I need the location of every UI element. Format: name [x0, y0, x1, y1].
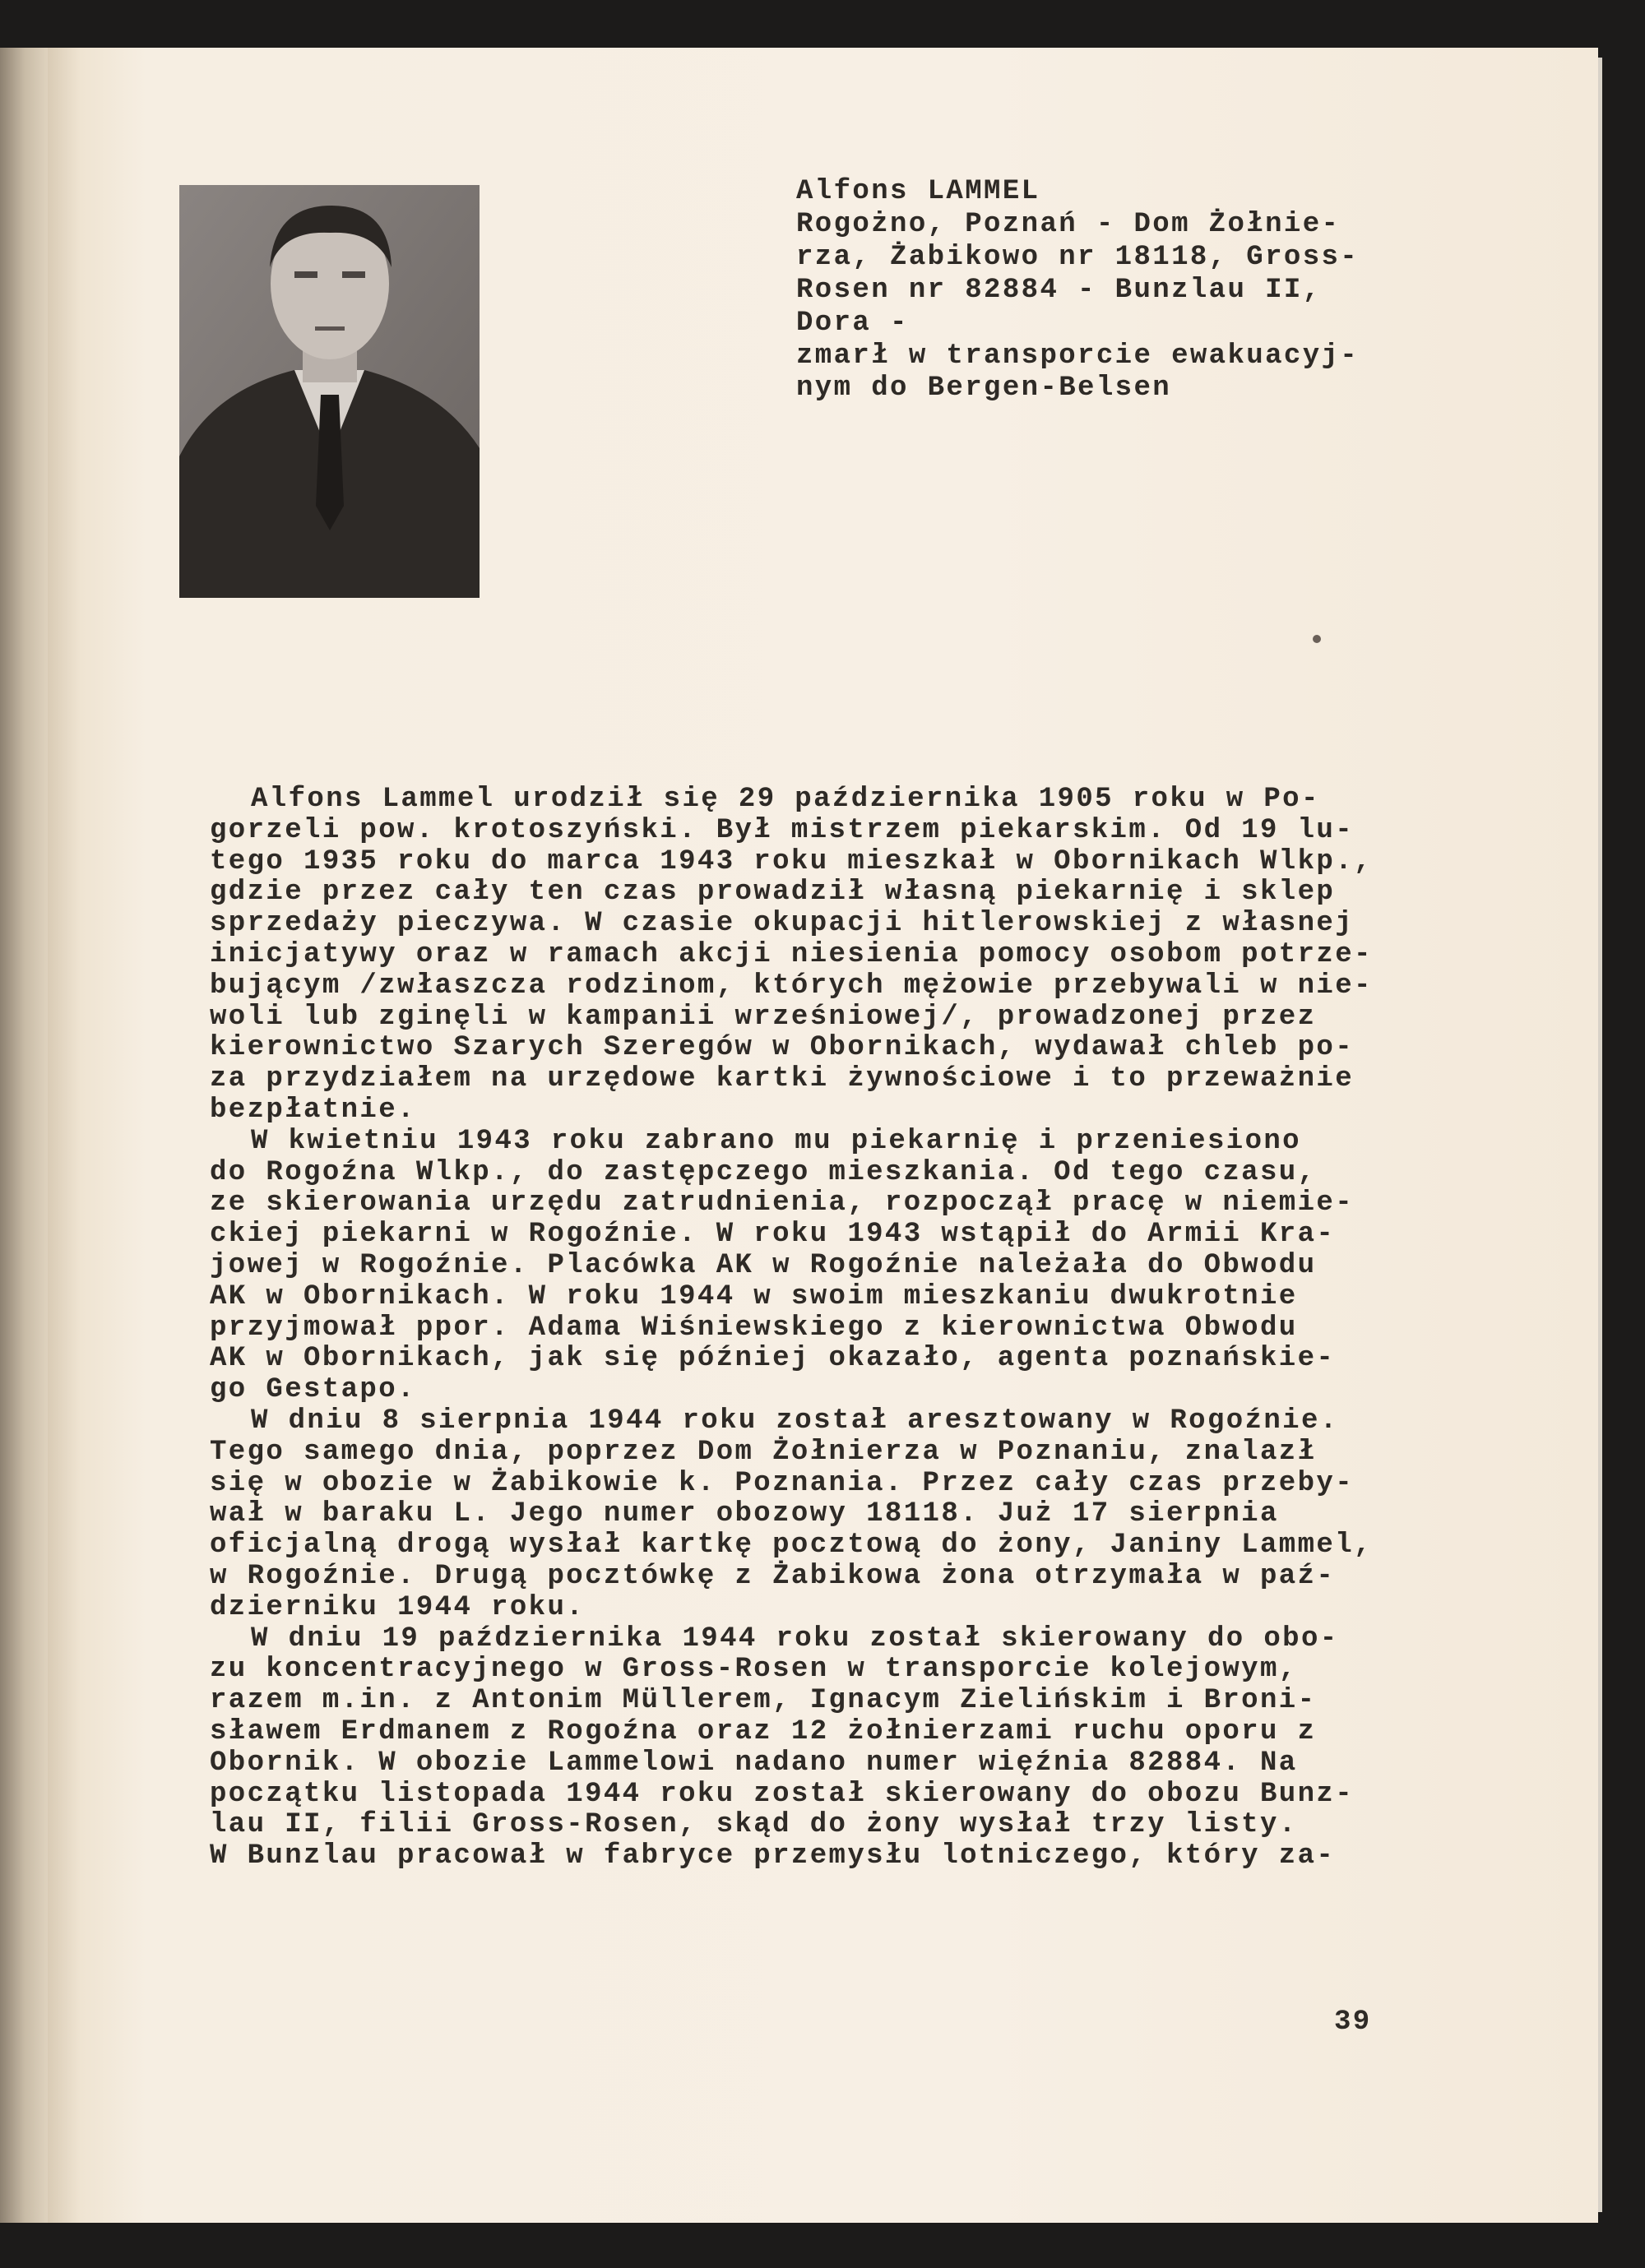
body-line: ckiej piekarni w Rogoźnie. W roku 1943 wstąpił do Armii Kra-: [210, 1219, 1336, 1251]
header-line: Rosen nr 82884 - Bunzlau II,: [796, 274, 1322, 306]
body-line: jowej w Rogoźnie. Placówka AK w Rogoźnie należała do Obwodu: [210, 1249, 1317, 1281]
body-line: go Gestapo.: [210, 1374, 416, 1406]
header-line: zmarł w transporcie ewakuacyj-: [796, 340, 1360, 372]
body-line: W Bunzlau pracował w fabryce przemysłu lotniczego, który za-: [210, 1840, 1336, 1872]
body-line: Alfons Lammel urodził się 29 października 1905 roku w Po-: [251, 784, 1320, 815]
biography-header: [796, 176, 1359, 405]
page-number: 39: [1334, 2006, 1372, 2038]
ink-spot: [1313, 635, 1321, 643]
body-line: dzierniku 1944 roku.: [210, 1591, 586, 1623]
body-line: woli lub zginęli w kampanii wrześniowej/, prowadzonej przez: [210, 1001, 1317, 1033]
header-line: nym do Bergen-Belsen: [796, 373, 1172, 405]
person-name: Alfons LAMMEL: [796, 176, 1040, 207]
portrait-photo: [179, 185, 480, 598]
body-line: w Rogoźnie. Drugą pocztówkę z Żabikowa żona otrzymała w paź-: [210, 1560, 1336, 1592]
body-line: inicjatywy oraz w ramach akcji niesienia pomocy osobom potrze-: [210, 938, 1373, 970]
body-line: gorzeli pow. krotoszyński. Był mistrzem piekarskim. Od 19 lu-: [210, 814, 1355, 846]
body-line: wał w baraku L. Jego numer obozowy 18118. Już 17 sierpnia: [210, 1498, 1279, 1530]
body-line: kierownictwo Szarych Szeregów w Obornikach, wydawał chleb po-: [210, 1032, 1355, 1064]
body-line: sprzedaży pieczywa. W czasie okupacji hitlerowskiej z własnej: [210, 908, 1355, 940]
header-line: Rogożno, Poznań - Dom Żołnie-: [796, 208, 1341, 240]
body-line: lau II, filii Gross-Rosen, skąd do żony wysłał trzy listy.: [210, 1809, 1298, 1841]
body-line: Obornik. W obozie Lammelowi nadano numer więźnia 82884. Na: [210, 1747, 1298, 1779]
body-line: przyjmował ppor. Adama Wiśniewskiego z kierownictwa Obwodu: [210, 1312, 1298, 1344]
body-line: sławem Erdmanem z Rogoźna oraz 12 żołnierzami ruchu oporu z: [210, 1715, 1317, 1747]
body-line: ze skierowania urzędu zatrudnienia, rozpoczął pracę w niemie-: [210, 1187, 1355, 1220]
body-line: bującym /zwłaszcza rodzinom, których mężowie przebywali w nie-: [210, 970, 1373, 1002]
body-line: gdzie przez cały ten czas prowadził własną piekarnię i sklep: [210, 877, 1336, 909]
body-line: do Rogoźna Wlkp., do zastępczego mieszkania. Od tego czasu,: [210, 1156, 1317, 1188]
body-line: bezpłatnie.: [210, 1094, 416, 1126]
biography-text: [210, 785, 1373, 1872]
body-line: za przydziałem na urzędowe kartki żywnościowe i to przeważnie: [210, 1063, 1355, 1095]
body-line: AK w Obornikach, jak się później okazało, agenta poznańskie-: [210, 1343, 1336, 1375]
book-binding-shadow: [0, 48, 51, 2223]
body-line: początku listopada 1944 roku został skierowany do obozu Bunz-: [210, 1778, 1355, 1810]
header-line: Dora -: [796, 307, 909, 339]
body-line: się w obozie w Żabikowie k. Poznania. Przez cały czas przeby-: [210, 1467, 1355, 1499]
body-line: tego 1935 roku do marca 1943 roku mieszkał w Obornikach Wlkp.,: [210, 845, 1373, 877]
header-line: rza, Żabikowo nr 18118, Gross-: [796, 241, 1360, 273]
body-line: W dniu 19 października 1944 roku został skierowany do obo-: [251, 1622, 1339, 1655]
body-line: Tego samego dnia, poprzez Dom Żołnierza w Poznaniu, znalazł: [210, 1436, 1317, 1468]
body-line: zu koncentracyjnego w Gross-Rosen w transporcie kolejowym,: [210, 1654, 1298, 1686]
page-edge: [1598, 58, 1602, 2212]
body-line: razem m.in. z Antonim Müllerem, Ignacym Zielińskim i Broni-: [210, 1685, 1317, 1717]
body-line: oficjalną drogą wysłał kartkę pocztową do żony, Janiny Lammel,: [210, 1530, 1373, 1562]
body-line: AK w Obornikach. W roku 1944 w swoim mieszkaniu dwukrotnie: [210, 1280, 1298, 1312]
body-line: W dniu 8 sierpnia 1944 roku został aresztowany w Rogoźnie.: [251, 1405, 1339, 1437]
body-line: W kwietniu 1943 roku zabrano mu piekarnię i przeniesiono: [251, 1125, 1301, 1157]
